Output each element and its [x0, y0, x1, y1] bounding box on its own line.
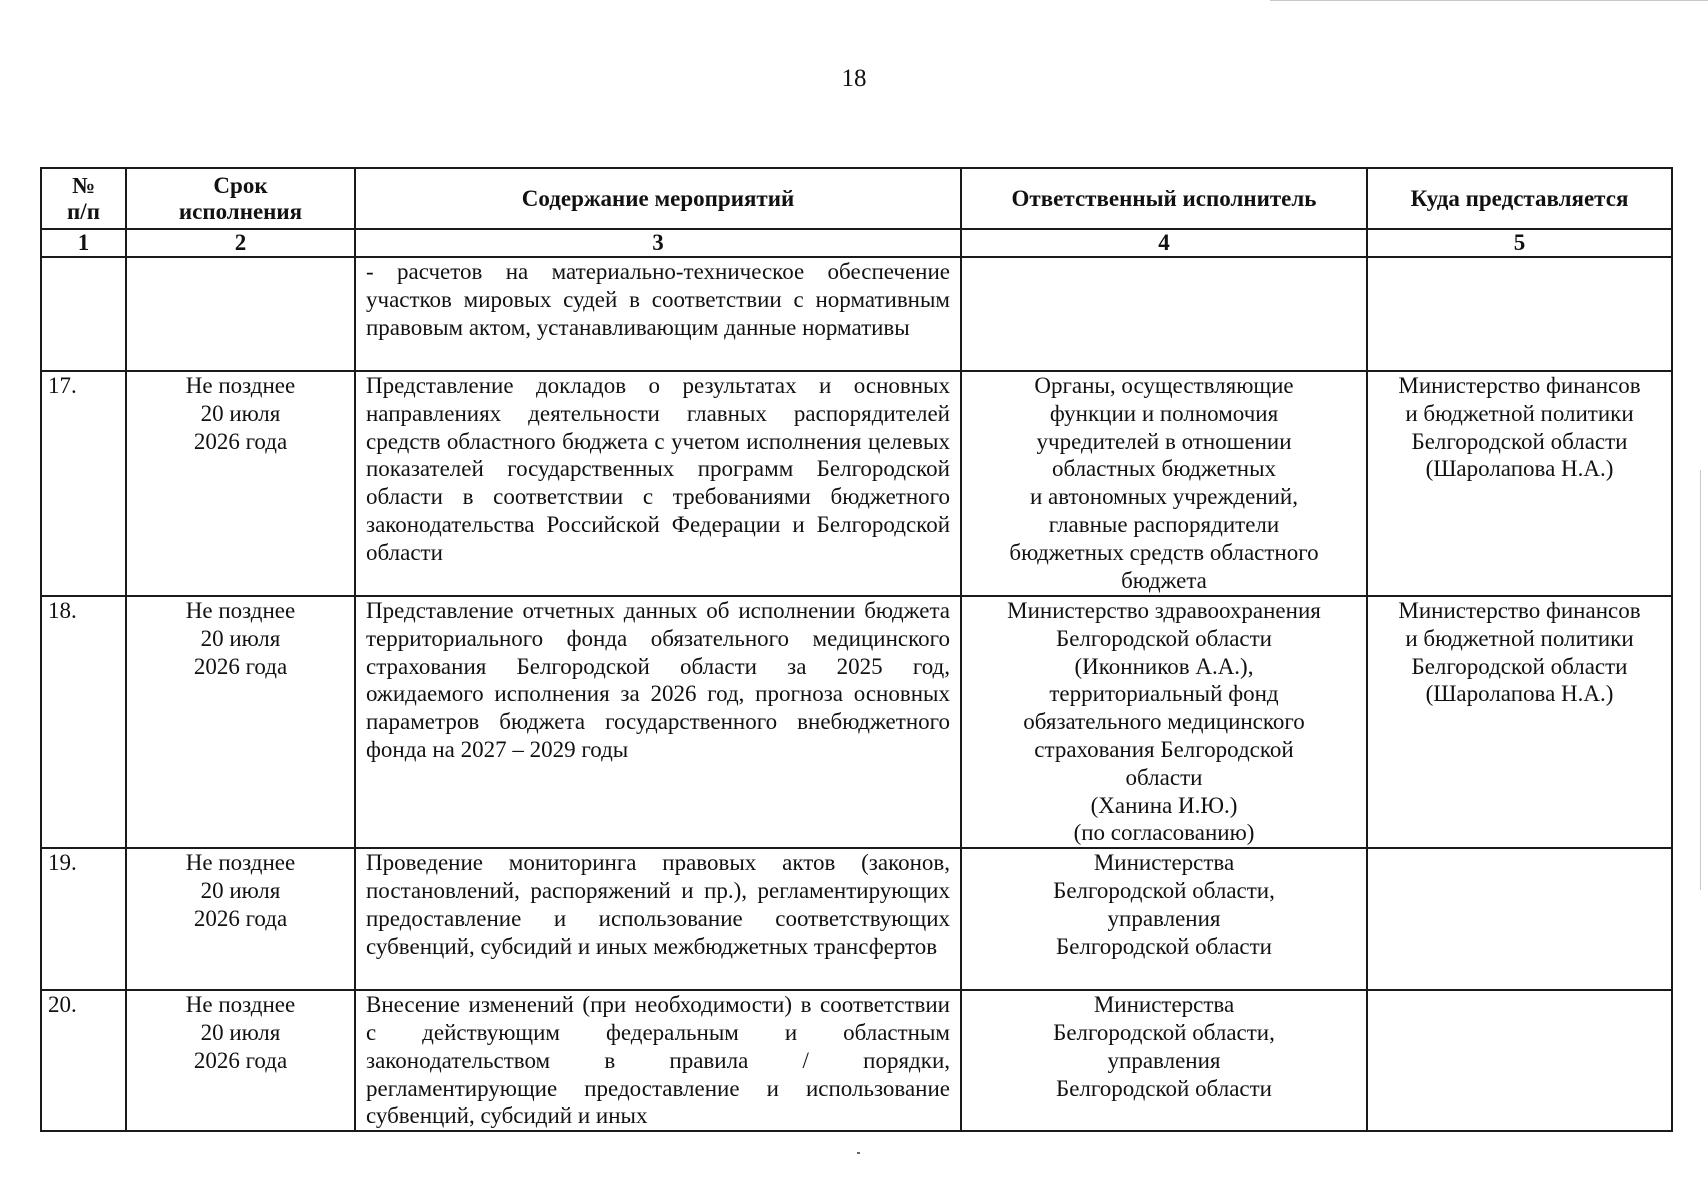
top-edge-rule	[1270, 0, 1708, 1]
column-number: 1	[41, 229, 126, 257]
column-number-row	[41, 229, 1672, 257]
row-content: Проведение мониторинга правовых актов (законов, постановлений, распоряжений и пр.), регламентирующих предоставление и использование соответствующих субвенций, субсидий и иных межбюджетных трансфертов	[355, 848, 961, 990]
header-destination	[1367, 168, 1672, 229]
row-number	[41, 257, 126, 371]
table-row	[41, 596, 1672, 848]
table-row	[41, 990, 1672, 1131]
table-body	[41, 257, 1672, 1131]
row-number: 18.	[41, 596, 126, 848]
header-deadline	[126, 168, 355, 229]
row-destination	[1367, 257, 1672, 371]
row-number: 17.	[41, 371, 126, 596]
table-row	[41, 257, 1672, 371]
column-number: 3	[355, 229, 961, 257]
row-destination	[1367, 990, 1672, 1131]
row-content: Представление докладов о результатах и основных направлениях деятельности главных распорядителей средств областного бюджета с учетом исполнения целевых показателей государственных программ Белгородской области в соответствии с требованиями бюджетного законодательства Российской Федерации и Белгородской области	[355, 371, 961, 596]
row-executor	[961, 257, 1367, 371]
header-deadline-label: Срок исполнения	[178, 172, 303, 224]
row-executor: Министерства Белгородской области, управления Белгородской области	[961, 848, 1367, 990]
scan-speck	[857, 1152, 860, 1154]
table-row	[41, 848, 1672, 990]
row-number: 19.	[41, 848, 126, 990]
page-number: 18	[841, 65, 867, 92]
row-content: Представление отчетных данных об исполнении бюджета территориального фонда обязательного медицинского страхования Белгородской области за 2025 год, ожидаемого исполнения за 2026 год, прогноза основных параметров бюджета государственного внебюджетного фонда на 2027 – 2029 годы	[355, 596, 961, 848]
header-content	[355, 168, 961, 229]
row-executor: Органы, осуществляющие функции и полномочия учредителей в отношении областных бюджетных и автономных учреждений, главные распорядители бюджетных средств областного бюджета	[961, 371, 1367, 596]
column-number: 4	[961, 229, 1367, 257]
column-number: 5	[1367, 229, 1672, 257]
row-deadline: Не позднее 20 июля 2026 года	[126, 371, 355, 596]
header-number	[41, 168, 126, 229]
header-content-label: Содержание мероприятий	[521, 185, 795, 211]
events-table	[40, 167, 1673, 1132]
row-destination: Министерство финансов и бюджетной политики Белгородской области (Шаролапова Н.А.)	[1367, 596, 1672, 848]
row-deadline: Не позднее 20 июля 2026 года	[126, 596, 355, 848]
header-executor-label: Ответственный исполнитель	[1011, 185, 1317, 211]
row-deadline: Не позднее 20 июля 2026 года	[126, 990, 355, 1131]
row-content: - расчетов на материально-техническое обеспечение участков мировых судей в соответствии с нормативным правовым актом, устанавливающим данные нормативы	[355, 257, 961, 371]
row-executor: Министерства Белгородской области, управления Белгородской области	[961, 990, 1367, 1131]
row-number: 20.	[41, 990, 126, 1131]
row-content: Внесение изменений (при необходимости) в соответствии с действующим федеральным и областным законодательством в правила / порядки, регламентирующие предоставление и использование субвенций, субсидий и иных	[355, 990, 961, 1131]
row-destination	[1367, 848, 1672, 990]
header-executor	[961, 168, 1367, 229]
header-destination-label: Куда представляется	[1410, 185, 1629, 211]
table-row	[41, 371, 1672, 596]
row-deadline	[126, 257, 355, 371]
scan-edge-line	[1700, 470, 1708, 890]
header-row	[41, 168, 1672, 229]
row-deadline: Не позднее 20 июля 2026 года	[126, 848, 355, 990]
table-header	[41, 168, 1672, 257]
header-number-label: № п/п	[67, 172, 100, 224]
row-executor: Министерство здравоохранения Белгородской области (Иконников А.А.), территориальный фонд обязательного медицинского страхования Белгородской области (Ханина И.Ю.) (по согласованию)	[961, 596, 1367, 848]
column-number: 2	[126, 229, 355, 257]
row-destination: Министерство финансов и бюджетной политики Белгородской области (Шаролапова Н.А.)	[1367, 371, 1672, 596]
